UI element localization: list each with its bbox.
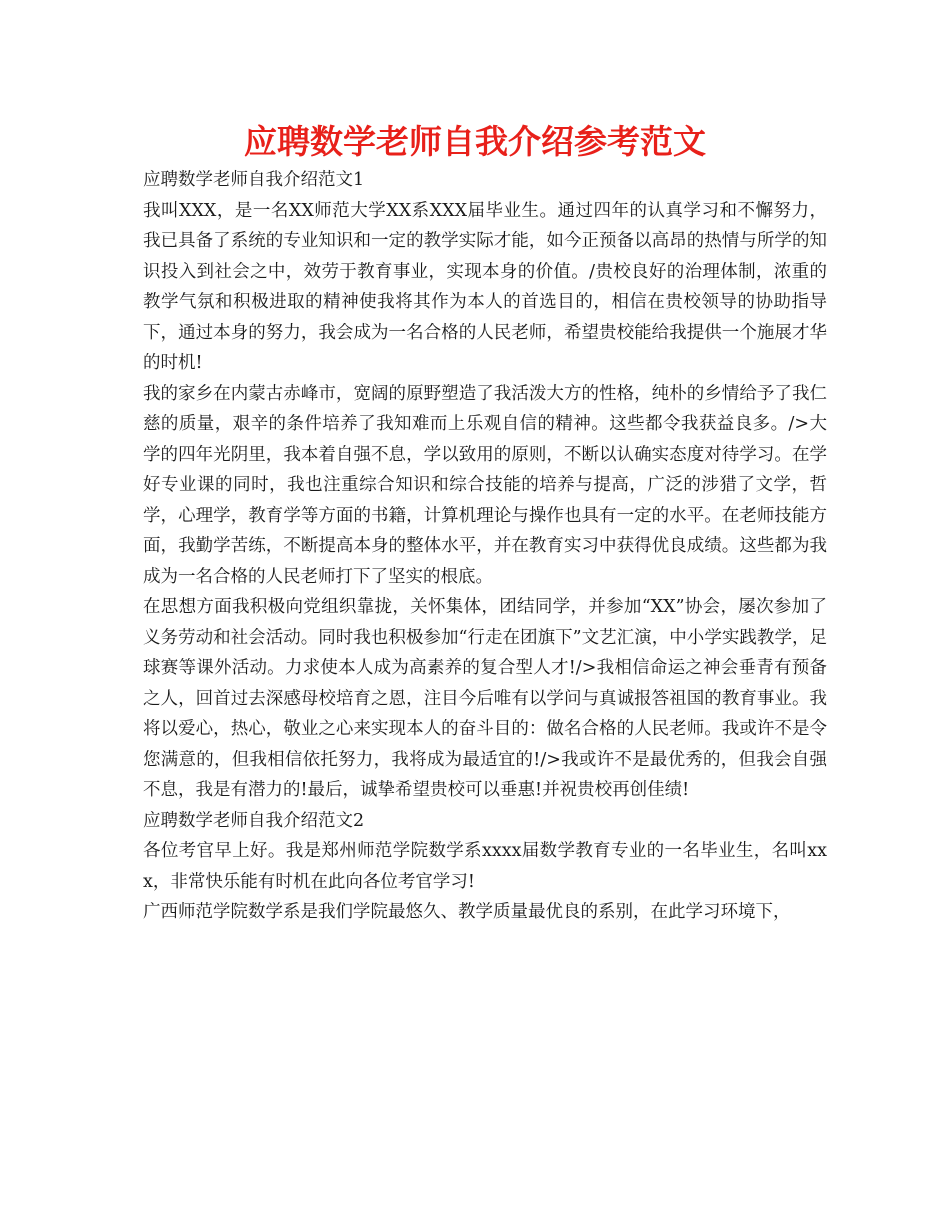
section-heading-1: 应聘数学老师自我介绍范文1: [143, 170, 365, 190]
section-heading-2: 应聘数学老师自我介绍范文2: [143, 810, 365, 831]
paragraph: 我叫XXX，是一名XX师范大学XX系XXX届毕业生。通过四年的认真学习和不懈努力，我已具备了系统的专业知识和一定的教学实际才能，如今正预备以高昂的热情与所学的知识投入到社会之中，效劳于教育事业，实现本身的价值。/贵校良好的治理体制，浓重的教学气氛和积极进取的精神使我将其作为本人的首选目的，相信在贵校领导的协助指导下，通过本身的努力，我会成为一名合格的人民老师，希望贵校能给我提供一个施展才华的时机!: [143, 200, 827, 373]
paragraph: 广西师范学院数学系是我们学院最悠久、教学质量最优良的系别，在此学习环境下，: [143, 902, 791, 922]
paragraph: 各位考官早上好。我是郑州师范学院数学系xxxx届数学教育专业的一名毕业生，名叫xxx，非常快乐能有时机在此向各位考官学习!: [143, 841, 827, 892]
document-title: 应聘数学老师自我介绍参考范文: [244, 122, 706, 161]
paragraph: 我的家乡在内蒙古赤峰市，宽阔的原野塑造了我活泼大方的性格，纯朴的乡情给予了我仁慈的质量，艰辛的条件培养了我知难而上乐观自信的精神。这些都令我获益良多。/>大学的四年光阴里，我本着自强不息，学以致用的原则，不断以认确实态度对待学习。在学好专业课的同时，我也注重综合知识和综合技能的培养与提高，广泛的涉猎了文学，哲学，心理学，教育学等方面的书籍，计算机理论与操作也具有一定的水平。在老师技能方面，我勤学苦练，不断提高本身的整体水平，并在教育实习中获得优良成绩。这些都为我成为一名合格的人民老师打下了坚实的根底。: [143, 383, 827, 587]
paragraph: 在思想方面我积极向党组织靠拢，关怀集体，团结同学，并参加“XX”协会，屡次参加了义务劳动和社会活动。同时我也积极参加“行走在团旗下”文艺汇演，中小学实践教学，足球赛等课外活动。力求使本人成为高素养的复合型人才!/>我相信命运之神会垂青有预备之人，回首过去深感母校培育之恩，注目今后唯有以学问与真诚报答祖国的教育事业。我将以爱心，热心，敬业之心来实现本人的奋斗目的：做名合格的人民老师。我或许不是令您满意的，但我相信依托努力，我将成为最适宜的!/>我或许不是最优秀的，但我会自强不息，我是有潜力的!最后，诚挚希望贵校可以垂惠!并祝贵校再创佳绩!: [143, 597, 827, 800]
document-body: [143, 165, 827, 928]
